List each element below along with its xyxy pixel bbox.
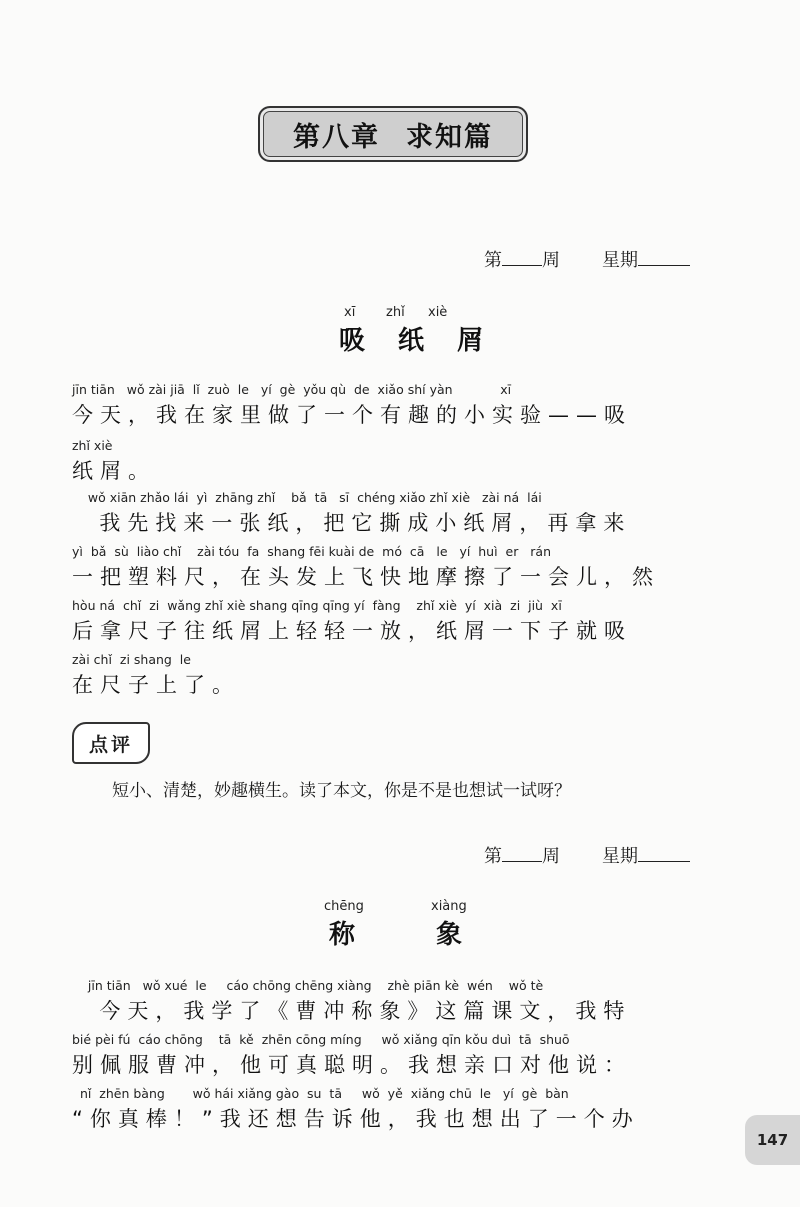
comment-tag: 点评 <box>72 722 150 764</box>
article1-line-4 <box>72 542 660 592</box>
pinyin-row: wǒ xiān zhǎo lái yì zhāng zhǐ bǎ tā sī chéng xiǎo zhǐ xiè zài ná lái <box>72 490 542 505</box>
article1-title-pinyin-1: xī <box>344 305 356 320</box>
pinyin-row: jīn tiān wǒ xué le cáo chōng chēng xiàng zhè piān kè wén wǒ tè <box>72 978 544 993</box>
article2-title-pinyin-1: chēng <box>324 899 364 914</box>
article1-title-pinyin-3: xiè <box>428 305 448 320</box>
pinyin-row: yì bǎ sù liào chǐ zài tóu fa shang fēi kuài de mó cā le yí huì er rán <box>72 544 551 559</box>
hanzi-row: 我先找来一张纸，把它撕成小纸屑，再拿来 <box>72 511 632 535</box>
pinyin-row: hòu ná chǐ zi wǎng zhǐ xiè shang qīng qīng yí fàng zhǐ xiè yí xià zi jiù xī <box>72 598 562 613</box>
week-blank <box>502 249 542 266</box>
weekday-blank <box>638 249 690 266</box>
article2-line-2 <box>72 1030 632 1080</box>
chapter-number: 第八章 <box>293 121 380 153</box>
article1-line-3 <box>72 488 631 538</box>
article1-title: 吸 纸 屑 <box>339 326 496 356</box>
article1-line-5 <box>72 596 632 646</box>
hanzi-row: 今天，我学了《曹冲称象》这篇课文，我特 <box>72 999 632 1023</box>
article2-line-3 <box>72 1084 640 1134</box>
pinyin-row: jīn tiān wǒ zài jiā lǐ zuò le yí gè yǒu qù de xiǎo shí yàn xī <box>72 382 512 397</box>
pinyin-row: bié pèi fú cáo chōng tā kě zhēn cōng míng wǒ xiǎng qīn kǒu duì tā shuō <box>72 1032 570 1047</box>
article1-title-pinyin-2: zhǐ <box>386 305 405 320</box>
comment-text: 短小、清楚，妙趣横生。读了本文，你是不是也想试一试呀？ <box>112 781 571 801</box>
article2-title-char-1: 称 <box>329 920 356 950</box>
hanzi-row: 在尺子上了。 <box>72 673 240 697</box>
hanzi-row: 后拿尺子往纸屑上轻轻一放，纸屑一下子就吸 <box>72 619 632 643</box>
hanzi-row: “你真棒！”我还想告诉他，我也想出了一个办 <box>72 1107 640 1131</box>
article1-line-1 <box>72 380 632 430</box>
weekday-blank <box>638 845 690 862</box>
hanzi-row: 纸屑。 <box>72 459 156 483</box>
pinyin-row: zhǐ xiè <box>72 438 113 453</box>
article1-line-6 <box>72 650 240 700</box>
page-number: 147 <box>745 1115 800 1165</box>
article2-title-pinyin-2: xiàng <box>431 899 467 914</box>
hanzi-row: 别佩服曹冲，他可真聪明。我想亲口对他说： <box>72 1053 632 1077</box>
article1-line-2 <box>72 436 156 486</box>
hanzi-row: 今天，我在家里做了一个有趣的小实验——吸 <box>72 403 632 427</box>
chapter-banner <box>258 106 528 162</box>
article2-title-char-2: 象 <box>436 920 463 950</box>
pinyin-row: zài chǐ zi shang le <box>72 652 191 667</box>
chapter-title: 求知篇 <box>406 121 493 153</box>
hanzi-row: 一把塑料尺，在头发上飞快地摩擦了一会儿，然 <box>72 565 660 589</box>
article2-line-1 <box>72 976 631 1026</box>
week-date-line: 第 周 星期 <box>484 246 690 272</box>
week-blank <box>502 845 542 862</box>
pinyin-row: nǐ zhēn bàng wǒ hái xiǎng gào su tā wǒ yě xiǎng chū le yí gè bàn <box>72 1086 569 1101</box>
week-date-line: 第 周 星期 <box>484 842 690 868</box>
